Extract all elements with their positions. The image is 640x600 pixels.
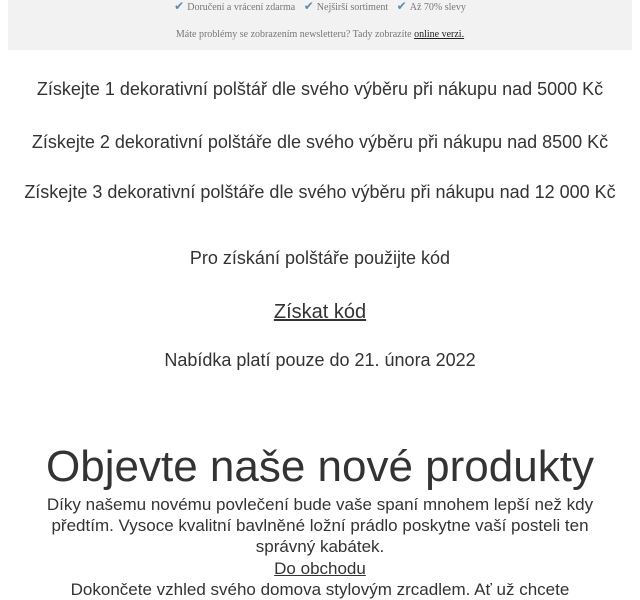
notice-text: Máte problémy se zobrazením newsletteru? Tady zobrazíte xyxy=(175,29,412,40)
products-description: Díky našemu novému povlečení bude vaše spaní mnohem lepší než kdy předtím. Vysoce kvalitní bavlněné ložní prádlo poskytne vaší posteli ten správný kabátek. xyxy=(46,495,594,556)
usp-item xyxy=(397,0,466,14)
code-instruction: Pro získání polštáře použijte kód xyxy=(189,248,451,268)
shop-link-wrapper xyxy=(20,558,620,579)
usp-item xyxy=(304,0,388,14)
offer-two: Získejte 2 dekorativní polštáře dle svého výběru při nákupu nad 8500 Kč xyxy=(31,132,609,152)
offer-three: Získejte 3 dekorativní polštáře dle svého výběru při nákupu nad 12 000 Kč xyxy=(24,182,616,202)
usp-item xyxy=(174,0,295,14)
display-problem-notice xyxy=(8,29,632,40)
offer-one: Získejte 1 dekorativní polštář dle svého výběru při nákupu nad 5000 Kč xyxy=(36,79,604,99)
checkmark-icon: ✔ xyxy=(303,0,314,13)
usp-list xyxy=(8,0,632,14)
products-headline: Objevte naše nové produkty xyxy=(46,442,594,491)
mirror-description: Dokončete vzhled svého domova stylovým zrcadlem. Ať už chcete xyxy=(70,580,570,599)
shop-link[interactable]: Do obchodu xyxy=(274,559,366,578)
usp-label: Až 70% slevy xyxy=(409,2,466,13)
online-version-link[interactable]: online verzi. xyxy=(414,29,465,40)
usp-label: Doručení a vrácení zdarma xyxy=(187,2,296,13)
newsletter-topbar xyxy=(8,0,632,50)
usp-label: Nejširší sortiment xyxy=(316,2,389,13)
get-code-cta xyxy=(20,302,620,323)
checkmark-icon: ✔ xyxy=(396,0,407,13)
get-code-link[interactable]: Získat kód xyxy=(273,301,367,323)
checkmark-icon: ✔ xyxy=(174,0,185,13)
offer-validity: Nabídka platí pouze do 21. února 2022 xyxy=(164,350,476,370)
